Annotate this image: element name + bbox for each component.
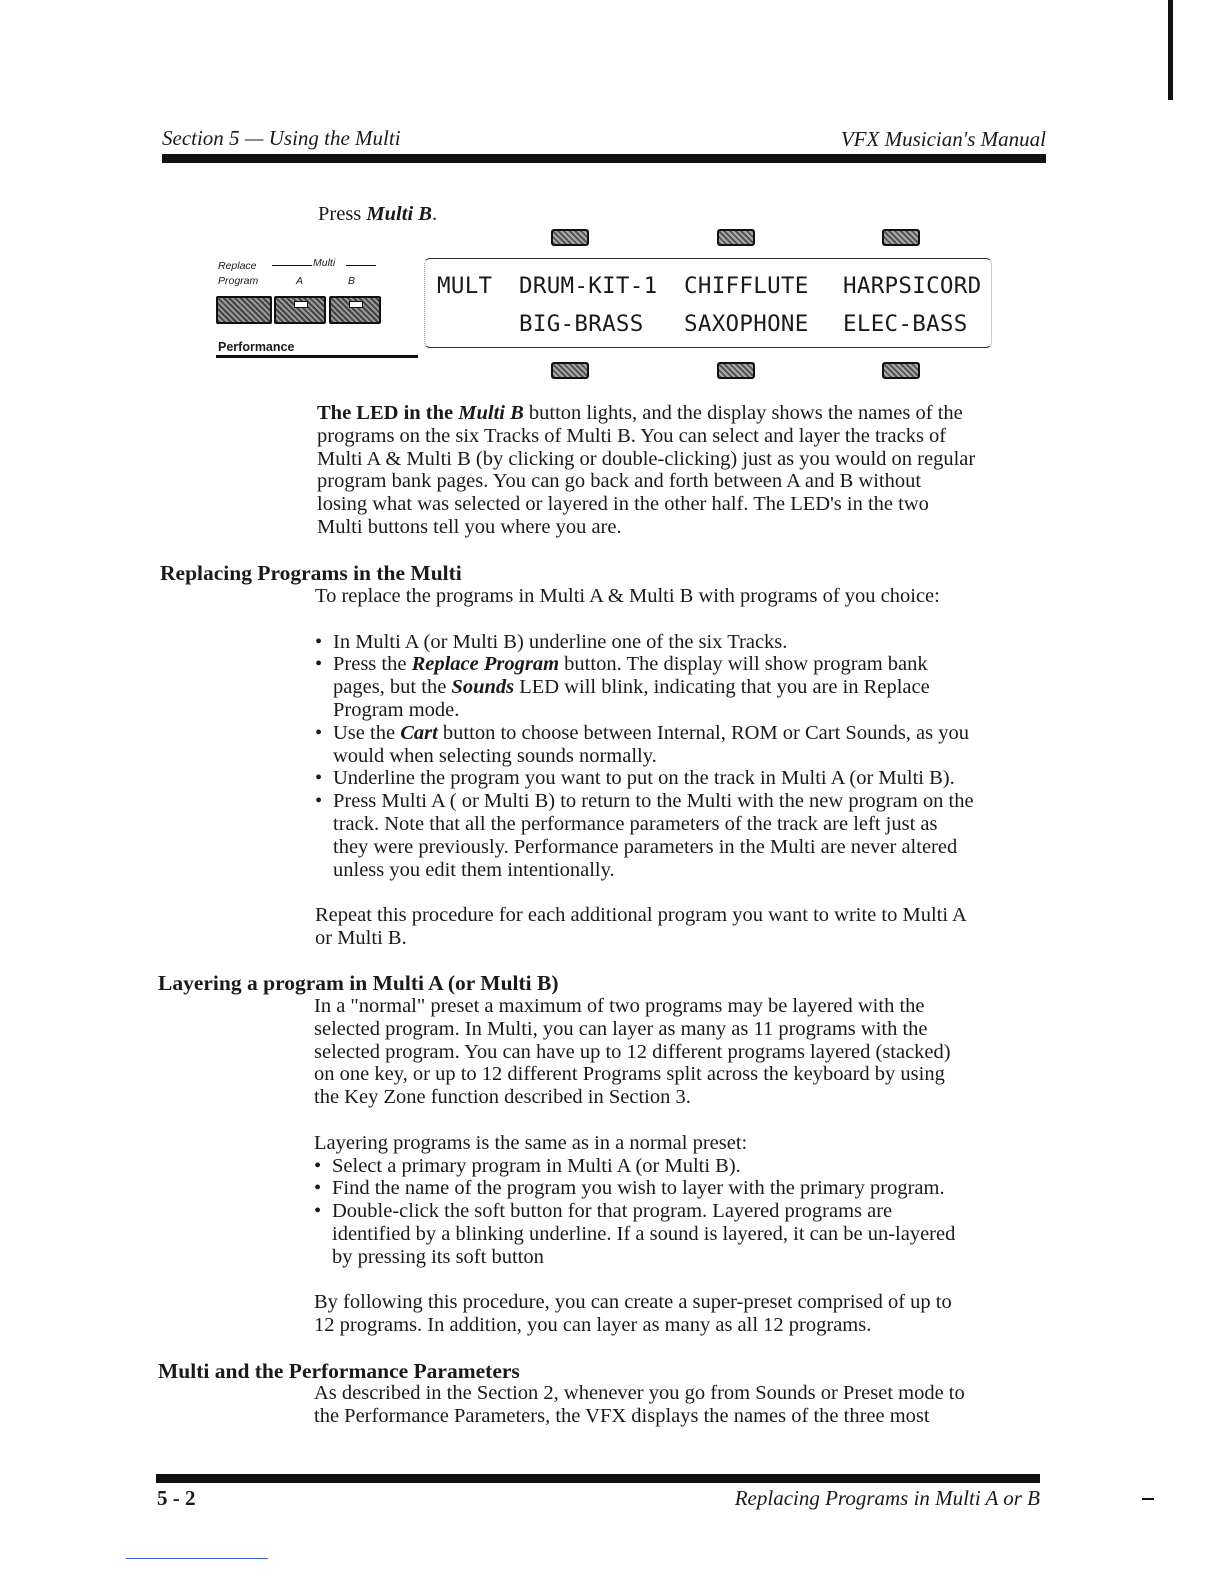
list-item: • Underline the program you want to put on the track in Multi A (or Multi B). <box>315 767 974 790</box>
heading-replacing-programs: Replacing Programs in the Multi <box>160 561 462 585</box>
list-item: • Select a primary program in Multi A (or Multi B). <box>314 1155 955 1178</box>
soft-button-top-3[interactable] <box>882 229 920 246</box>
multi-b-led <box>349 301 363 308</box>
press-multi-b: Press Multi B. <box>318 203 438 225</box>
soft-button-bottom-2[interactable] <box>717 362 755 379</box>
replace-program-button[interactable] <box>216 296 272 324</box>
multi-a-button[interactable] <box>274 296 326 324</box>
footer-section-title: Replacing Programs in Multi A or B <box>734 1486 1040 1510</box>
soft-button-top-1[interactable] <box>551 229 589 246</box>
performance-section: As described in the Section 2, whenever you go from Sounds or Preset mode to the Performance Parameters, the VFX displays the names of the three most <box>314 1382 965 1427</box>
lcd-track-4[interactable]: BIG-BRASS <box>519 311 644 337</box>
panel-multi-line-left <box>272 265 312 266</box>
panel-label-multi: Multi <box>313 257 336 269</box>
layering-steps <box>314 1155 955 1269</box>
soft-button-bottom-3[interactable] <box>882 362 920 379</box>
panel-performance-rule <box>216 355 418 358</box>
replacing-section: To replace the programs in Multi A & Multi B with programs of you choice: • In Multi A (or Multi B) underline one of the six Tracks. • Press the Replace Program button. The display will show program bank pages, but the Sounds LED will blink, indicating that you are in Replace Program mode. • Use the Cart button to choose between Internal, ROM or Cart Sounds, as you would when selecting sounds normally. • Underline the program you want to put on the track in Multi A (or Multi B). • Press Multi A ( or Multi B) to return to the Multi with the new program on the track. Note that all the performance parameters of the track are left just as they were previously. Performance parameters in the Multi are never altered unless you edit them intentionally. Repeat this procedure for each additional program you want to write to Multi A or Multi B. <box>315 585 974 950</box>
led-paragraph: The LED in the Multi B button lights, and the display shows the names of the programs on the six Tracks of Multi B. You can select and layer the tracks of Multi A & Multi B (by clicking or double-clicking) just as you would on regular program bank pages. You can go back and forth between A and B without losing what was selected or layered in the other half. The LED's in the two Multi buttons tell you where you are. <box>317 402 976 538</box>
list-item: • Press Multi A ( or Multi B) to return to the Multi with the new program on the track. Note that all the performance parameters of the track are left just as they were previously. Performance parameters in the Multi are never altered unless you edit them intentionally. <box>315 790 974 881</box>
footer-rule <box>156 1474 1040 1483</box>
lcd-track-3[interactable]: HARPSICORD <box>843 273 982 299</box>
layering-section: In a "normal" preset a maximum of two programs may be layered with the selected program. In Multi, you can layer as many as 11 programs with the selected program. You can have up to 12 different programs layered (stacked) on one key, or up to 12 different Programs split across the keyboard by using the Key Zone function described in Section 3. Layering programs is the same as in a normal preset: • Select a primary program in Multi A (or Multi B). • Find the name of the program you wish to layer with the primary program. • Double-click the soft button for that program. Layered programs are identified by a blinking underline. If a sound is layered, it can be un-layered by pressing its soft button By following this procedure, you can create a super-preset comprised of up to 12 programs. In addition, you can layer as many as all 12 programs. <box>314 995 955 1337</box>
page-number: 5 - 2 <box>157 1486 196 1510</box>
lcd-track-5[interactable]: SAXOPHONE <box>684 311 809 337</box>
header-rule <box>162 154 1046 163</box>
list-item: • Use the Cart button to choose between Internal, ROM or Cart Sounds, as you would when selecting sounds normally. <box>315 722 974 768</box>
right-edge-dash <box>1142 1498 1154 1500</box>
list-item: • Press the Replace Program button. The display will show program bank pages, but the Sounds LED will blink, indicating that you are in Replace Program mode. <box>315 653 974 721</box>
lcd-mode: MULT <box>437 273 493 299</box>
heading-performance-parameters: Multi and the Performance Parameters <box>158 1359 520 1383</box>
heading-layering: Layering a program in Multi A (or Multi B) <box>158 971 559 995</box>
panel-multi-line-right <box>346 265 376 266</box>
header-section-title: Section 5 — Using the Multi <box>162 126 401 150</box>
panel-label-program: Program <box>218 275 259 287</box>
lcd-track-6[interactable]: ELEC-BASS <box>843 311 968 337</box>
soft-button-top-2[interactable] <box>717 229 755 246</box>
replacing-steps <box>315 631 974 882</box>
header-manual-title: VFX Musician's Manual <box>840 127 1046 151</box>
list-item: • In Multi A (or Multi B) underline one of the six Tracks. <box>315 631 974 654</box>
list-item: • Find the name of the program you wish to layer with the primary program. <box>314 1177 955 1200</box>
bottom-link-underline <box>126 1558 268 1559</box>
panel-label-replace: Replace <box>218 260 257 272</box>
multi-b-button[interactable] <box>329 296 381 324</box>
soft-button-bottom-1[interactable] <box>551 362 589 379</box>
panel-label-performance: Performance <box>218 340 295 354</box>
panel-label-a: A <box>296 275 304 287</box>
list-item: • Double-click the soft button for that program. Layered programs are identified by a blinking underline. If a sound is layered, it can be un-layered by pressing its soft button <box>314 1200 955 1268</box>
right-edge-mark <box>1168 0 1173 100</box>
multi-a-led <box>294 301 308 308</box>
lcd-track-1[interactable]: DRUM-KIT-1 <box>519 273 658 299</box>
lcd-track-2[interactable]: CHIFFLUTE <box>684 273 809 299</box>
panel-label-b: B <box>348 275 356 287</box>
